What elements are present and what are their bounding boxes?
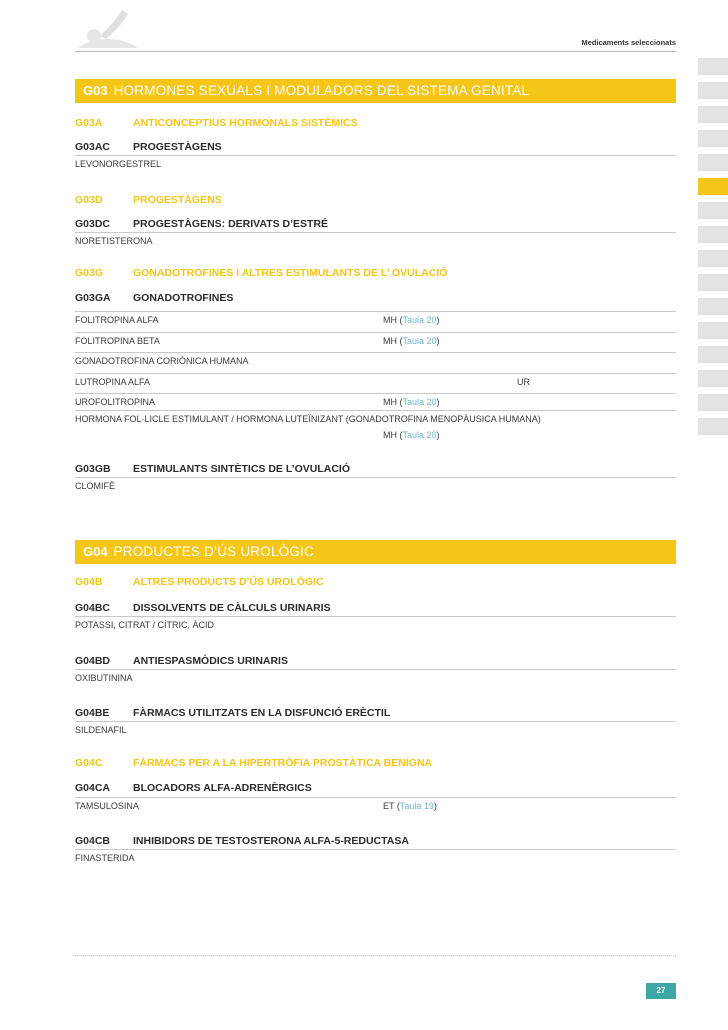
drug-row [75, 669, 676, 686]
drug-name: POTASSI, CITRAT / CÍTRIC, ÀCID [75, 620, 215, 630]
subgroup-g04cb [75, 835, 676, 847]
subgroup-code: G04CA [75, 782, 111, 794]
drug-row [75, 155, 676, 172]
subgroup-title: PROGESTÀGENS [133, 141, 222, 153]
group-title: PROGESTÀGENS [133, 194, 222, 206]
subgroup-code: G04BE [75, 707, 110, 719]
drug-name: FOLITROPINA ALFA [75, 315, 159, 325]
side-tab[interactable] [698, 274, 728, 291]
drug-row [75, 797, 676, 814]
subgroup-g04ca [75, 782, 676, 794]
group-code: G03G [75, 267, 104, 279]
side-tab[interactable] [698, 202, 728, 219]
subgroup-g04bd [75, 655, 676, 667]
note-suffix: ) [433, 801, 437, 811]
group-g04c [75, 757, 676, 769]
drug-note [383, 315, 440, 325]
drug-note [383, 336, 440, 346]
drug-name: UROFOLITROPINA [75, 397, 156, 407]
section-header-g04 [75, 540, 676, 564]
drug-row [75, 352, 676, 369]
side-tab-active[interactable] [698, 178, 728, 195]
subgroup-code: G03DC [75, 218, 111, 230]
side-tab[interactable] [698, 154, 728, 171]
subgroup-title: INHIBIDORS DE TESTOSTERONA ALFA-5-REDUCTASA [133, 835, 409, 847]
side-tab[interactable] [698, 58, 728, 75]
group-title: GONADOTROFINES I ALTRES ESTIMULANTS DE L’ OVULACIÓ [133, 267, 448, 279]
subgroup-title: ANTIESPASMÒDICS URINARIS [133, 655, 288, 667]
drug-row [75, 849, 676, 866]
side-tab[interactable] [698, 226, 728, 243]
drug-name: GONADOTROFINA CORIÒNICA HUMANA [75, 356, 249, 366]
subgroup-code: G04BD [75, 655, 111, 667]
subgroup-g04be [75, 707, 676, 719]
header-title: Medicaments seleccionats [581, 38, 676, 47]
publisher-logo-icon [72, 6, 144, 52]
subgroup-g03gb [75, 463, 676, 475]
drug-name: TAMSULOSINA [75, 801, 139, 811]
group-g03d [75, 194, 676, 206]
section-code: G03 [83, 83, 108, 98]
subgroup-title: ESTIMULANTS SINTÈTICS DE L’OVULACIÓ [133, 463, 351, 475]
drug-row [75, 721, 676, 738]
group-code: G04C [75, 757, 103, 769]
drug-row [75, 373, 676, 390]
side-tab[interactable] [698, 322, 728, 339]
note-prefix: MH ( [383, 336, 403, 346]
subgroup-g03ga [75, 292, 676, 304]
subgroup-code: G03GA [75, 292, 111, 304]
note-suffix: ) [436, 430, 440, 440]
group-code: G04B [75, 576, 103, 588]
table-link[interactable]: Taula 20 [402, 336, 437, 346]
note-suffix: ) [436, 315, 440, 325]
drug-name: CLOMIFÈ [75, 481, 116, 491]
group-title: FÀRMACS PER A LA HIPERTRÒFIA PROSTÀTICA BENIGNA [133, 757, 433, 769]
table-link[interactable]: Taula 20 [402, 397, 437, 407]
subgroup-title: FÀRMACS UTILITZATS EN LA DISFUNCIÓ ERÈCTIL [133, 707, 391, 719]
side-tab[interactable] [698, 346, 728, 363]
drug-name: SILDENAFIL [75, 725, 127, 735]
subgroup-code: G03AC [75, 141, 111, 153]
subgroup-title: DISSOLVENTS DE CÀLCULS URINARIS [133, 602, 331, 614]
side-tabs [698, 58, 728, 442]
section-title: PRODUCTES D’ÚS UROLÒGIC [113, 544, 314, 559]
drug-note [383, 801, 437, 811]
table-link[interactable]: Taula 20 [402, 430, 437, 440]
note-prefix: MH ( [383, 430, 403, 440]
group-code: G03D [75, 194, 103, 206]
side-tab[interactable] [698, 298, 728, 315]
subgroup-code: G04BC [75, 602, 111, 614]
drug-name: NORETISTERONA [75, 236, 153, 246]
subgroup-title: GONADOTROFINES [133, 292, 234, 304]
subgroup-g03ac [75, 141, 676, 153]
subgroup-g04bc [75, 602, 676, 614]
drug-note [383, 430, 440, 440]
drug-row [75, 311, 676, 328]
drug-note [383, 397, 440, 407]
drug-row [75, 232, 676, 249]
section-title: HORMONES SEXUALS I MODULADORS DEL SISTEMA GENITAL [113, 83, 530, 98]
note-suffix: ) [436, 336, 440, 346]
side-tab[interactable] [698, 418, 728, 435]
group-code: G03A [75, 117, 103, 129]
subgroup-g03dc [75, 218, 676, 230]
note-prefix: MH ( [383, 315, 403, 325]
header-divider [75, 51, 676, 52]
table-link[interactable]: Taula 19 [399, 801, 434, 811]
group-title: ANTICONCEPTIUS HORMONALS SISTÈMICS [133, 117, 358, 129]
side-tab[interactable] [698, 82, 728, 99]
note-prefix: MH ( [383, 397, 403, 407]
drug-note: UR [517, 377, 530, 387]
section-code: G04 [83, 544, 108, 559]
side-tab[interactable] [698, 250, 728, 267]
subgroup-title: BLOCADORS ALFA-ADRENÈRGICS [133, 782, 312, 794]
subgroup-code: G04CB [75, 835, 111, 847]
side-tab[interactable] [698, 106, 728, 123]
section-header-g03 [75, 79, 676, 103]
page-number: 27 [646, 983, 676, 999]
subgroup-code: G03GB [75, 463, 111, 475]
group-g04b [75, 576, 676, 588]
drug-row [75, 410, 676, 444]
footer-divider [75, 955, 676, 956]
side-tab[interactable] [698, 394, 728, 411]
drug-name: FOLITROPINA BETA [75, 336, 160, 346]
drug-name: LEVONORGESTREL [75, 159, 162, 169]
note-suffix: ) [436, 397, 440, 407]
drug-name: OXIBUTININA [75, 673, 133, 683]
group-g03g [75, 267, 676, 279]
subgroup-title: PROGESTÀGENS: DERIVATS D’ESTRÉ [133, 218, 329, 230]
side-tab[interactable] [698, 130, 728, 147]
drug-row [75, 616, 676, 633]
drug-name: LUTROPINA ALFA [75, 377, 151, 387]
table-link[interactable]: Taula 20 [402, 315, 437, 325]
note-prefix: ET ( [383, 801, 400, 811]
drug-row [75, 393, 676, 410]
drug-name: HORMONA FOL·LICLE ESTIMULANT / HORMONA LUTEÏNIZANT (GONADOTROFINA MENOPÀUSICA HUMANA) [75, 414, 541, 424]
group-g03a [75, 117, 676, 129]
drug-name: FINASTERIDA [75, 853, 135, 863]
drug-row [75, 477, 676, 494]
group-title: ALTRES PRODUCTS D’ÚS UROLÒGIC [133, 576, 324, 588]
drug-row [75, 332, 676, 349]
side-tab[interactable] [698, 370, 728, 387]
